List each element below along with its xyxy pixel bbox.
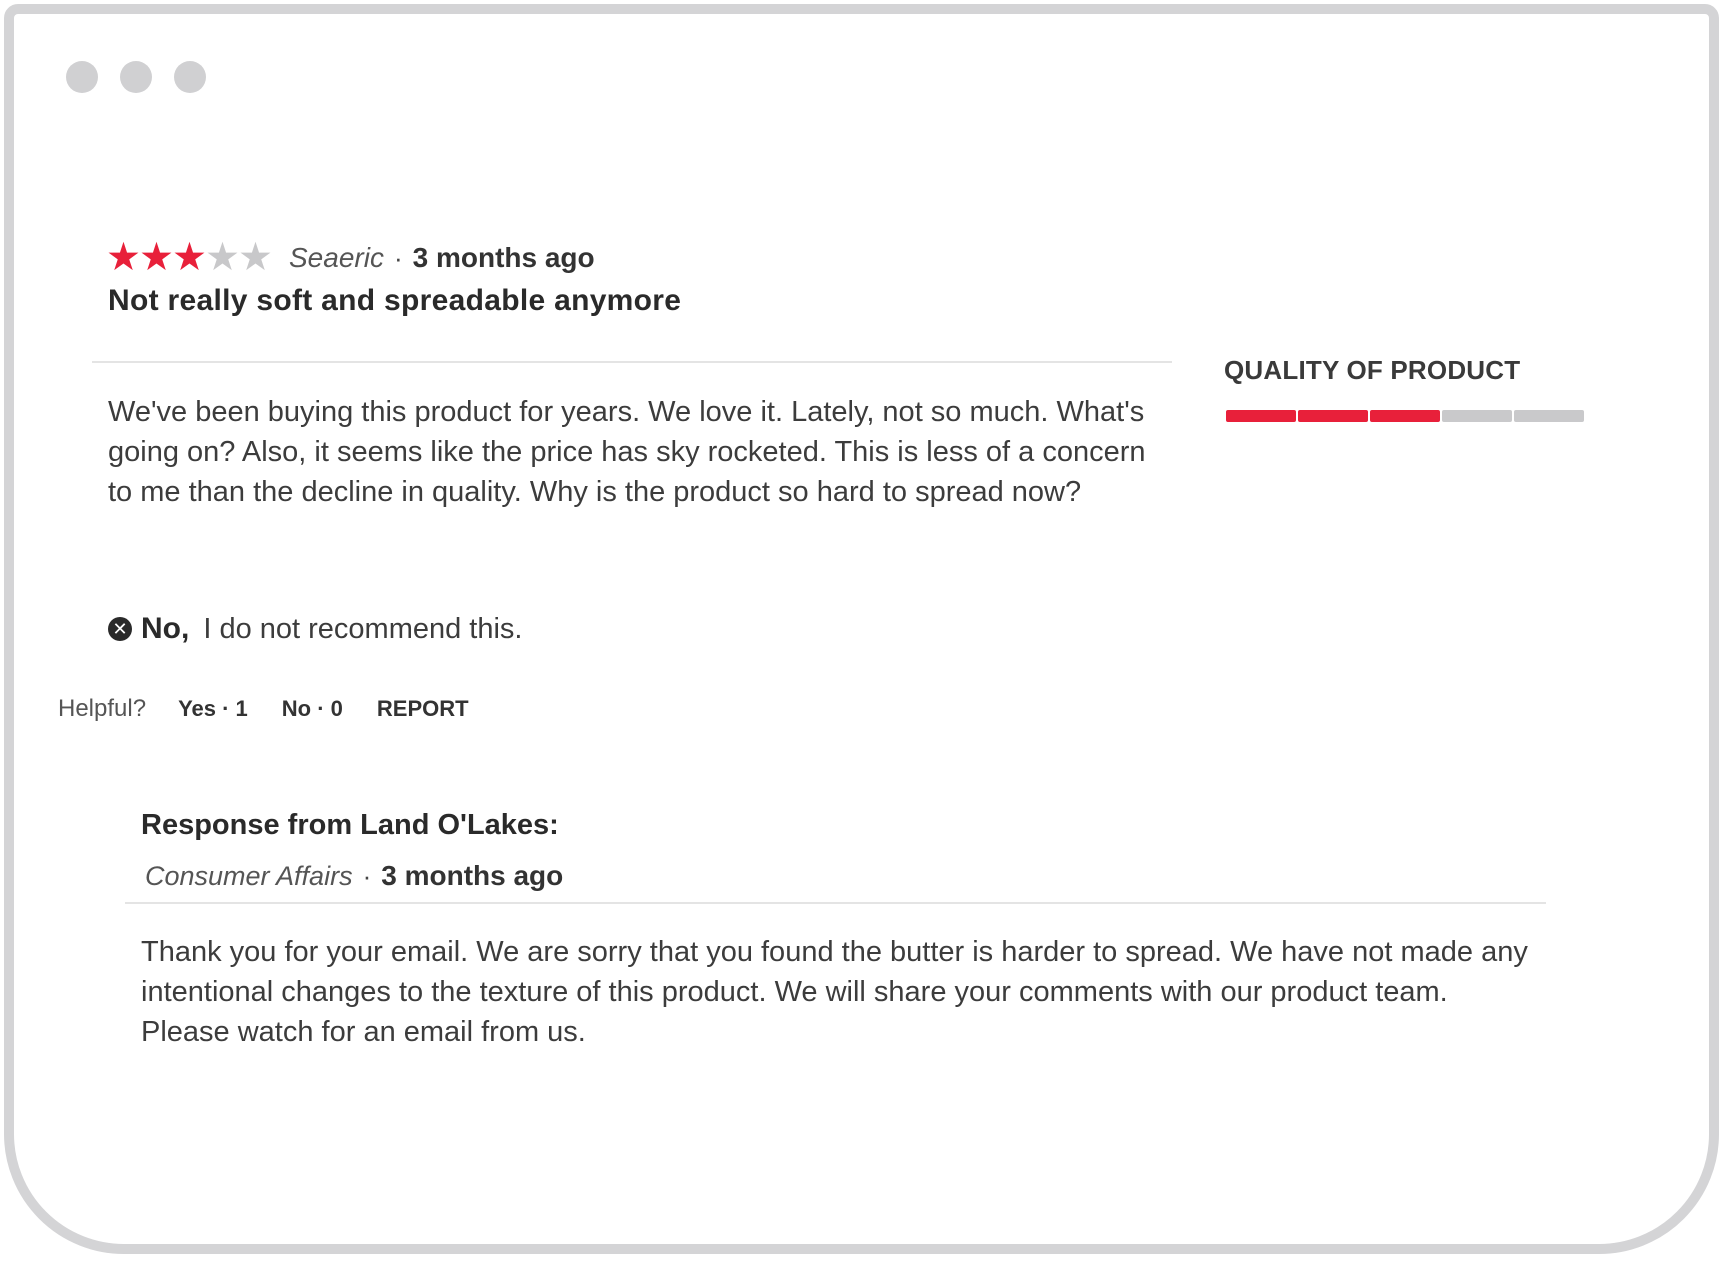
response-meta	[145, 860, 563, 892]
report-button[interactable]: REPORT	[376, 696, 469, 721]
quality-rating-bar	[1226, 410, 1584, 422]
helpful-no-button[interactable]: No · 0	[281, 696, 343, 721]
helpful-bar	[58, 695, 469, 723]
response-author: Consumer Affairs	[145, 860, 353, 891]
star-empty-icon: ★	[238, 236, 273, 279]
star-filled-icon: ★	[106, 236, 141, 279]
star-filled-icon: ★	[172, 236, 207, 279]
helpful-yes-button[interactable]: Yes · 1	[178, 696, 248, 721]
review-time-ago: 3 months ago	[412, 242, 595, 273]
helpful-label: Helpful?	[58, 695, 147, 722]
divider	[125, 902, 1546, 904]
window-controls	[66, 61, 206, 93]
window-control-dot[interactable]	[66, 61, 98, 93]
response-body: Thank you for your email. We are sorry that you found the butter is harder to spread. We have not made any intentional changes to the texture of this product. We will share your comments with our product team. Please watch for an email from us.	[141, 936, 1528, 1048]
review-body: We've been buying this product for years. We love it. Lately, not so much. What's going on? Also, it seems like the price has sky rocketed. This is less of a concern to me than the decline in quality. Why is the product so hard to spread now?	[108, 396, 1146, 508]
divider	[92, 361, 1172, 363]
quality-label: QUALITY OF PRODUCT	[1224, 355, 1521, 385]
star-filled-icon: ★	[139, 236, 174, 279]
star-rating	[106, 238, 271, 278]
response-heading: Response from Land O'Lakes:	[141, 809, 559, 841]
quality-bar-segment	[1226, 410, 1296, 422]
window-control-dot[interactable]	[174, 61, 206, 93]
quality-bar-segment	[1298, 410, 1368, 422]
response-time-ago: 3 months ago	[381, 860, 564, 891]
review-header	[106, 238, 595, 278]
quality-bar-segment	[1442, 410, 1512, 422]
meta-separator: ·	[393, 242, 403, 273]
review-title: Not really soft and spreadable anymore	[108, 284, 682, 317]
quality-bar-segment	[1514, 410, 1584, 422]
quality-bar-segment	[1370, 410, 1440, 422]
meta-separator: ·	[362, 860, 372, 891]
recommendation	[108, 612, 522, 646]
window-control-dot[interactable]	[120, 61, 152, 93]
recommend-text: I do not recommend this.	[203, 612, 523, 645]
review-author: Seaeric	[289, 242, 384, 273]
star-empty-icon: ★	[205, 236, 240, 279]
recommend-answer: No,	[141, 612, 190, 645]
x-circle-icon: ✕	[108, 617, 132, 641]
